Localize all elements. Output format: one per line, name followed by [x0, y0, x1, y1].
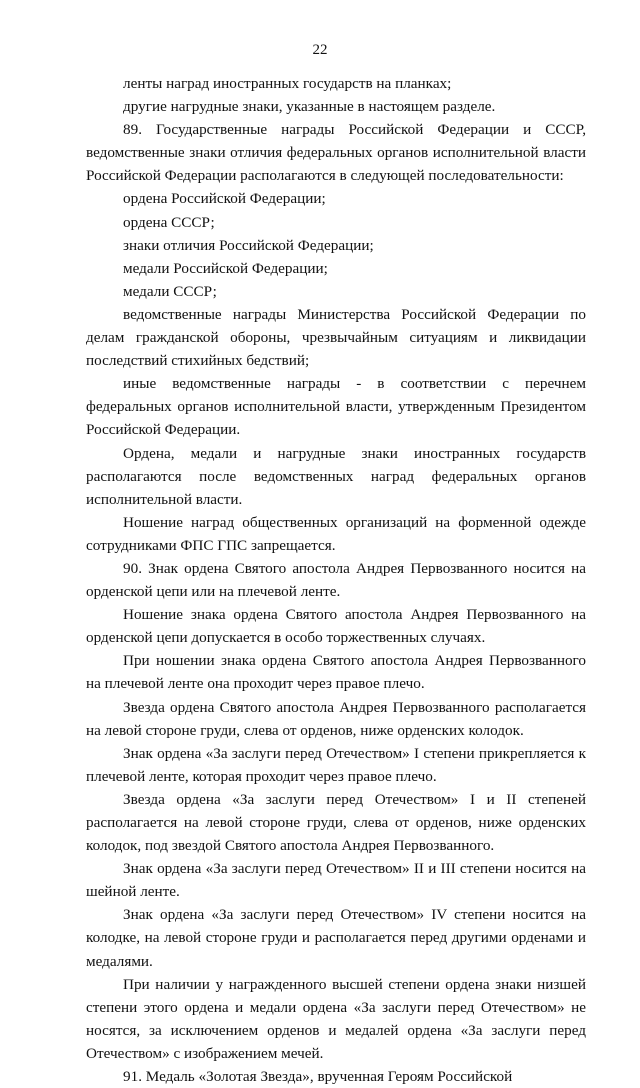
- paragraph-section-91: 91. Медаль «Золотая Звезда», врученная Героям Российской: [123, 1068, 513, 1086]
- list-item: медали СССР;: [123, 282, 217, 300]
- paragraph: ленты наград иностранных государств на планках;: [123, 75, 452, 92]
- paragraph: Знак ордена «За заслуги перед Отечеством» IV степени носится на колодке, на левой стороне груди и располагается перед другими орденами и медалями.: [86, 906, 586, 970]
- list-item: знаки отличия Российской Федерации;: [123, 236, 374, 254]
- list-item: ведомственные награды Министерства Российской Федерации по делам гражданской обороны, чрезвычайным ситуациям и ликвидации последствий стихийных бедствий;: [86, 305, 586, 370]
- paragraph: Звезда ордена «За заслуги перед Отечеством» I и II степеней располагается на левой стороне груди, слева от орденов, ниже орденских колодок, под звездой Святого апостола Андрея Первозванного.: [86, 790, 586, 855]
- list-item: медали Российской Федерации;: [123, 259, 328, 277]
- paragraph: Знак ордена «За заслуги перед Отечеством» II и III степени носится на шейной ленте.: [86, 860, 586, 901]
- list-item: ордена СССР;: [123, 213, 215, 231]
- paragraph: Ношение наград общественных организаций на форменной одежде сотрудниками ФПС ГПС запрещается.: [86, 513, 586, 554]
- document-body: [86, 72, 586, 1088]
- paragraph: При ношении знака ордена Святого апостола Андрея Первозванного на плечевой ленте она проходит через правое плечо.: [86, 652, 586, 693]
- paragraph: другие нагрудные знаки, указанные в настоящем разделе.: [123, 98, 496, 116]
- paragraph: Ношение знака ордена Святого апостола Андрея Первозванного на орденской цепи допускается в особо торжественных случаях.: [86, 606, 586, 647]
- paragraph: При наличии у награжденного высшей степени ордена знаки низшей степени этого ордена и медали ордена «За заслуги перед Отечеством» не носятся, за исключением орденов и медалей ордена «За заслуги перед Отечеством» с изображением мечей.: [86, 975, 586, 1062]
- page-number: 22: [312, 42, 328, 58]
- paragraph-section-89: 89. Государственные награды Российской Федерации и СССР, ведомственные знаки отличия федеральных органов исполнительной власти Российской Федерации располагаются в следующей последовательности:: [86, 121, 586, 185]
- paragraph-section-90: 90. Знак ордена Святого апостола Андрея Первозванного носится на орденской цепи или на плечевой ленте.: [86, 559, 586, 601]
- list-item: иные ведомственные награды - в соответствии с перечнем федеральных органов исполнительной власти, утвержденным Президентом Российской Федерации.: [86, 375, 586, 439]
- paragraph: Знак ордена «За заслуги перед Отечеством» I степени прикрепляется к плечевой ленте, которая проходит через правое плечо.: [86, 744, 586, 785]
- list-item: ордена Российской Федерации;: [123, 190, 326, 208]
- paragraph: Звезда ордена Святого апостола Андрея Первозванного располагается на левой стороне груди, слева от орденов, ниже орденских колодок.: [86, 698, 586, 739]
- paragraph: Ордена, медали и нагрудные знаки иностранных государств располагаются после ведомственных наград федеральных органов исполнительной власти.: [86, 444, 586, 508]
